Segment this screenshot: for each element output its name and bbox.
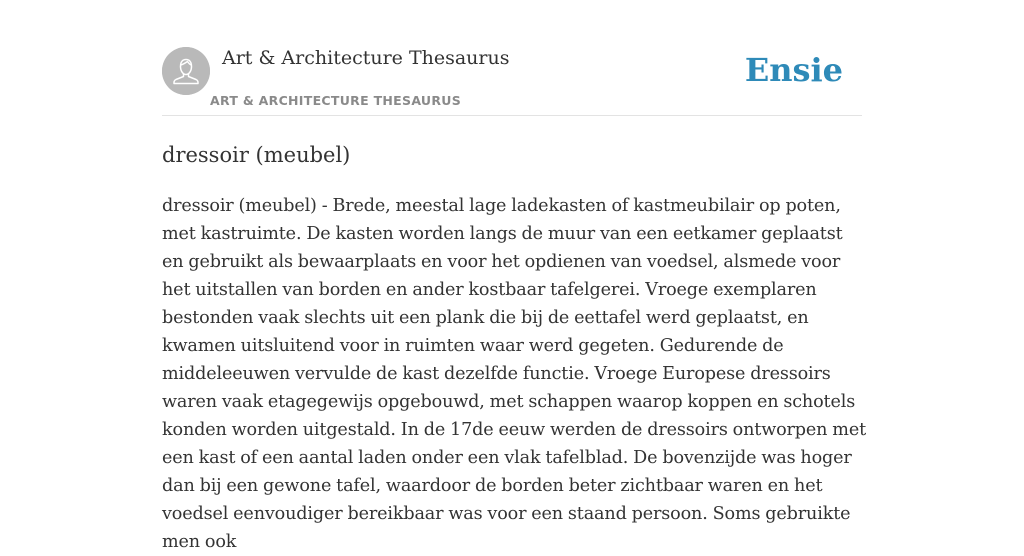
author-name[interactable]: Art & Architecture Thesaurus [222,47,510,69]
avatar[interactable] [162,47,210,95]
article-container [162,0,867,552]
brand-logo[interactable]: Ensie [744,51,843,89]
author-subtitle[interactable]: ART & ARCHITECTURE THESAURUS [210,93,462,108]
article-body: dressoir (meubel) - Brede, meestal lage ladekasten of kastmeubilair op poten, met kastruimte. De kasten worden langs de muur van een eetkamer geplaatst en gebruikt als bewaarplaats en voor het opdienen van voedsel, alsmede voor het uitstallen van borden en ander kostbaar tafelgerei. Vroege exemplaren bestonden vaak slechts uit een plank die bij de eettafel werd geplaatst, en kwamen uitsluitend voor in ruimten waar werd gegeten. Gedurende de middeleeuwen vervulde de kast dezelfde functie. Vroege Europese dressoirs waren vaak etagegewijs opgebouwd, met schappen waarop koppen en schotels konden worden uitgestald. In de 17de eeuw werden de dressoirs ontworpen met een kast of een aantal laden onder een vlak tafelblad. De bovenzijde was hoger dan bij een gewone tafel, waardoor de borden beter zichtbaar waren en het voedsel eenvoudiger bereikbaar was voor een staand persoon. Soms gebruikte men ook [162,196,867,552]
article-title: dressoir (meubel) [162,143,351,167]
user-icon [162,47,210,95]
article-header [162,0,862,116]
